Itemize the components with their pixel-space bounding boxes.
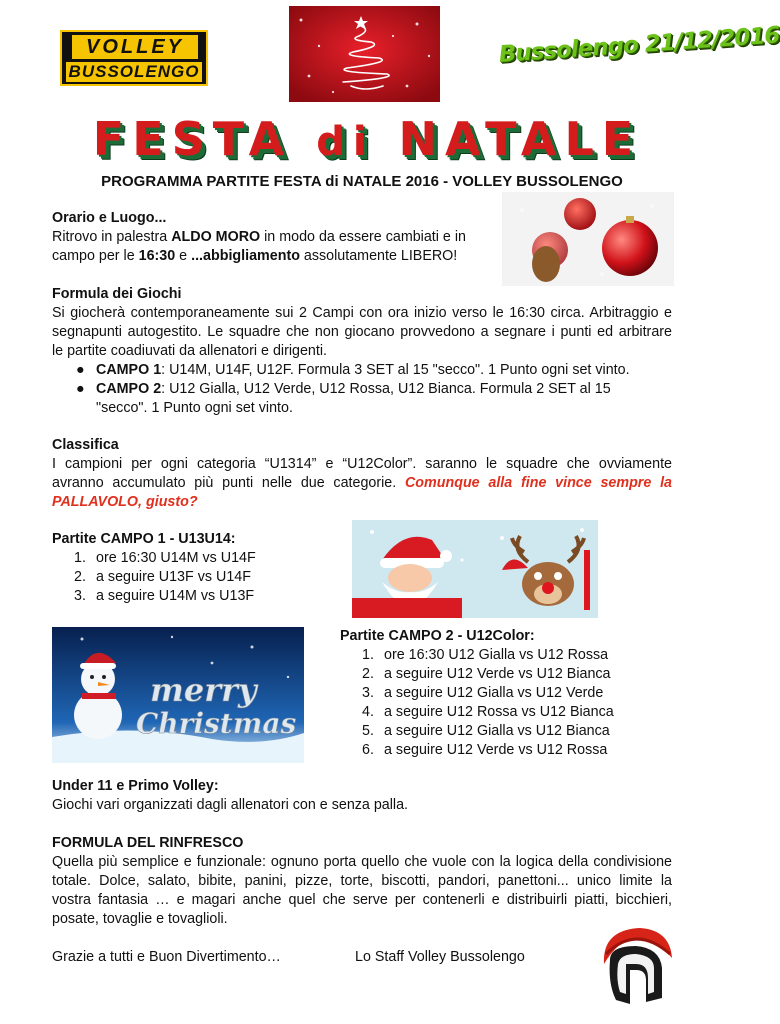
list-item: 6. a seguire U12 Verde vs U12 Rossa [362, 742, 608, 758]
rinfresco-line4: posate, tovaglie e tovaglioli. [52, 911, 228, 927]
campo1-heading: Partite CAMPO 1 - U13U14: [52, 531, 236, 547]
rinfresco-line2: totale. Dolce, salato, bibite, panini, pizze, torte, biscotti, pandori, panettoni... unico limite la [52, 873, 672, 889]
under11-heading: Under 11 e Primo Volley: [52, 778, 219, 794]
campo2-heading: Partite CAMPO 2 - U12Color: [340, 628, 535, 644]
merry-christmas-image [52, 627, 304, 763]
logo-line2: BUSSOLENGO [66, 62, 202, 82]
list-item: 2. a seguire U13F vs U14F [74, 569, 251, 585]
title-word-di: di [316, 119, 375, 165]
orario-line2: campo per le 16:30 e ...abbigliamento assolutamente LIBERO! [52, 248, 458, 264]
list-item: 5. a seguire U12 Gialla vs U12 Bianca [362, 723, 610, 739]
classifica-line2: avranno accumulato più punti nelle due categorie. Comunque alla fine vince sempre la [52, 475, 672, 491]
classifica-heading: Classifica [52, 437, 119, 453]
footer-staff: Lo Staff Volley Bussolengo [355, 949, 525, 965]
formula-line3: le partite coadiuvati da allenatori e dirigenti. [52, 343, 327, 359]
under11-section [52, 777, 672, 815]
festa-title [62, 110, 672, 168]
page-subtitle: PROGRAMMA PARTITE FESTA di NATALE 2016 - VOLLEY BUSSOLENGO [101, 173, 623, 190]
under11-text: Giochi vari organizzati dagli allenatori con e senza palla. [52, 797, 409, 813]
campo2-bullet-cont: "secco". 1 Punto ogni set vinto. [96, 400, 293, 416]
list-item: 1. ore 16:30 U14M vs U14F [74, 550, 256, 566]
orario-line1: Ritrovo in palestra ALDO MORO in modo da essere cambiati e in [52, 229, 466, 245]
footer-thanks: Grazie a tutti e Buon Divertimento… [52, 949, 281, 965]
orario-heading: Orario e Luogo... [52, 210, 167, 226]
campo2-section [340, 627, 680, 760]
date-banner: Bussolengo 21/12/2016 [498, 22, 780, 68]
title-word-natale: NATALE [398, 112, 642, 166]
christmas-text: Christmas [136, 707, 297, 740]
formula-line2: segnapunti autogestito. Le squadre che non giocano provvedono a segnare i punti ed arbitrare [52, 324, 672, 340]
ornaments-image [502, 192, 674, 286]
formula-heading: Formula dei Giochi [52, 286, 182, 302]
merry-text: merry [150, 671, 257, 709]
christmas-tree-image [289, 6, 440, 102]
campo1-bullet: ● CAMPO 1: U14M, U14F, U12F. Formula 3 SET al 15 "secco". 1 Punto ogni set vinto. [76, 362, 630, 378]
classifica-line1: I campioni per ogni categoria “U1314” e “U12Color”. saranno le squadre che ovviamente [52, 456, 672, 472]
list-item: 3. a seguire U14M vs U13F [74, 588, 255, 604]
volley-bussolengo-logo [60, 30, 208, 86]
formula-line1: Si giocherà contemporaneamente sui 2 Campi con ora inizio verso le 16:30 circa. Arbitraggio e [52, 305, 672, 321]
title-word-festa: FESTA [92, 112, 293, 166]
rinfresco-section [52, 834, 672, 929]
classifica-line3: PALLAVOLO, giusto? [52, 494, 198, 510]
classifica-section [52, 436, 672, 512]
list-item: 1. ore 16:30 U12 Gialla vs U12 Rossa [362, 647, 609, 663]
orario-section [52, 209, 492, 266]
rinfresco-line1: Quella più semplice e funzionale: ognuno porta quello che vuole con la logica della condivisione [52, 854, 672, 870]
santa-reindeer-image [352, 520, 598, 618]
campo1-section [52, 530, 342, 606]
logo-line1: VOLLEY [72, 35, 198, 59]
list-item: 2. a seguire U12 Verde vs U12 Bianca [362, 666, 611, 682]
rinfresco-heading: FORMULA DEL RINFRESCO [52, 835, 244, 851]
spartan-helmet-icon [596, 924, 676, 1006]
list-item: 4. a seguire U12 Rossa vs U12 Bianca [362, 704, 614, 720]
rinfresco-line3: vostra fantasia … e magari anche quel che serve per contenerli e distribuirli piatti, bicchieri, [52, 892, 672, 908]
formula-section [52, 285, 672, 418]
list-item: 3. a seguire U12 Gialla vs U12 Verde [362, 685, 604, 701]
campo2-bullet: ● CAMPO 2: U12 Gialla, U12 Verde, U12 Rossa, U12 Bianca. Formula 2 SET al 15 [76, 381, 611, 397]
